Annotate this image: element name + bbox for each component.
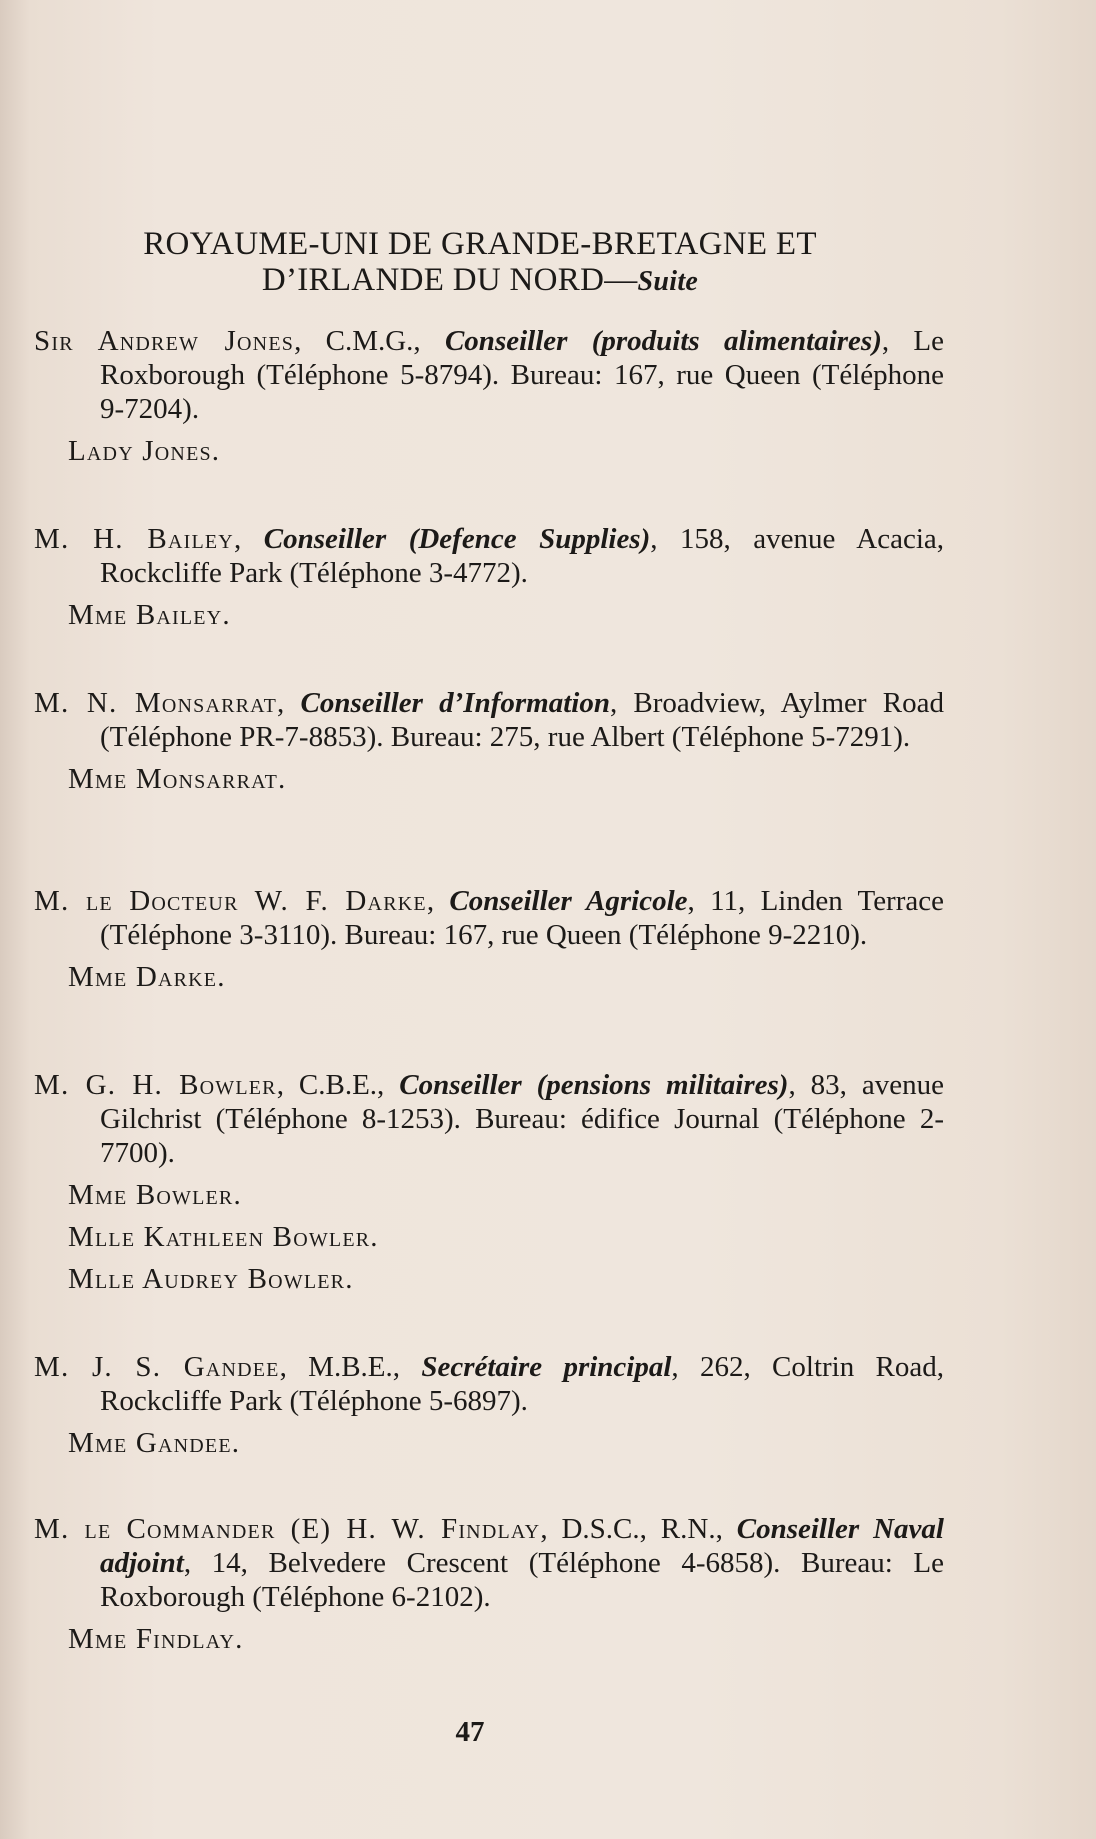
entry-main: [34, 686, 944, 754]
entry-jones: [34, 324, 944, 468]
family-member: Mme Darke.: [68, 961, 226, 993]
family-member: Mme Monsarrat.: [68, 763, 287, 795]
entry-main: [34, 1350, 944, 1418]
entry-role: Conseiller Naval adjoint: [100, 1513, 944, 1579]
entry-darke: [34, 884, 944, 994]
entry-details: , 11, Linden Terrace (Téléphone 3-3110). Bureau: 167, rue Queen (Téléphone 9-2210).: [100, 885, 944, 951]
entry-monsarrat: [34, 686, 944, 796]
title-line-2-text: D’IRLANDE DU NORD—: [261, 262, 638, 298]
entry-name: M. H. Bailey: [34, 523, 234, 555]
entry-honours: ,: [277, 687, 301, 719]
family-member: Lady Jones.: [68, 435, 221, 467]
entry-role: Secrétaire principal: [421, 1351, 672, 1383]
entry-name: M. J. S. Gandee: [34, 1351, 280, 1383]
entry-details: , 158, avenue Acacia, Rockcliffe Park (Téléphone 3-4772).: [100, 523, 945, 589]
entry-role: Conseiller (Defence Supplies): [263, 523, 651, 555]
entry-main: [34, 1512, 944, 1614]
family-member: Mlle Kathleen Bowler.: [68, 1221, 379, 1253]
family-member: Mme Gandee.: [68, 1427, 241, 1459]
entry-details: , 83, avenue Gilchrist (Téléphone 8-1253). Bureau: édifice Journal (Téléphone 2-7700).: [100, 1069, 944, 1169]
entry-honours: , C.B.E.,: [276, 1069, 400, 1101]
entry-name: M. le Commander (E) H. W. Findlay: [34, 1513, 541, 1545]
entry-name: Sir Andrew Jones: [34, 325, 295, 357]
family-member: Mme Bowler.: [68, 1179, 242, 1211]
entry-role: Conseiller Agricole: [449, 885, 688, 917]
entry-main: [34, 1068, 944, 1170]
entry-honours: , C.M.G.,: [294, 325, 445, 357]
entry-main: [34, 522, 944, 590]
entry-role: Conseiller d’Information: [300, 687, 610, 719]
entry-gandee: [34, 1350, 944, 1460]
entry-role: Conseiller (pensions militaires): [399, 1069, 789, 1101]
entry-name: M. G. H. Bowler: [34, 1069, 277, 1101]
family-member: Mlle Audrey Bowler.: [68, 1263, 354, 1295]
entry-details: , Broadview, Aylmer Road (Téléphone PR-7-8853). Bureau: 275, rue Albert (Téléphone 5-7291).: [100, 687, 944, 753]
entry-details: , 262, Coltrin Road, Rockcliffe Park (Téléphone 5-6897).: [100, 1351, 945, 1417]
entry-honours: ,: [233, 523, 264, 555]
entry-role: Conseiller (produits alimentaires): [444, 325, 882, 357]
family-member: Mme Findlay.: [68, 1623, 244, 1655]
entry-main: [34, 884, 944, 952]
page-title: [50, 226, 910, 300]
entry-honours: , D.S.C., R.N.,: [540, 1513, 737, 1545]
title-line-2: [50, 262, 910, 300]
page-number: 47: [455, 1716, 485, 1748]
entry-details: , Le Roxborough (Téléphone 5-8794). Bureau: 167, rue Queen (Téléphone 9-7204).: [100, 325, 944, 425]
title-suite: Suite: [637, 266, 699, 297]
family-member: Mme Bailey.: [68, 599, 231, 631]
entry-honours: , M.B.E.,: [279, 1351, 422, 1383]
entry-honours: ,: [426, 885, 450, 917]
entry-findlay: [34, 1512, 944, 1656]
entry-bowler: [34, 1068, 944, 1296]
title-line-1: ROYAUME-UNI DE GRANDE-BRETAGNE ET: [143, 226, 817, 262]
entry-main: [34, 324, 944, 426]
entry-bailey: [34, 522, 944, 632]
entry-name: M. le Docteur W. F. Darke: [34, 885, 427, 917]
entry-details: , 14, Belvedere Crescent (Téléphone 4-6858). Bureau: Le Roxborough (Téléphone 6-2102).: [100, 1547, 944, 1613]
entry-name: M. N. Monsarrat: [34, 687, 278, 719]
